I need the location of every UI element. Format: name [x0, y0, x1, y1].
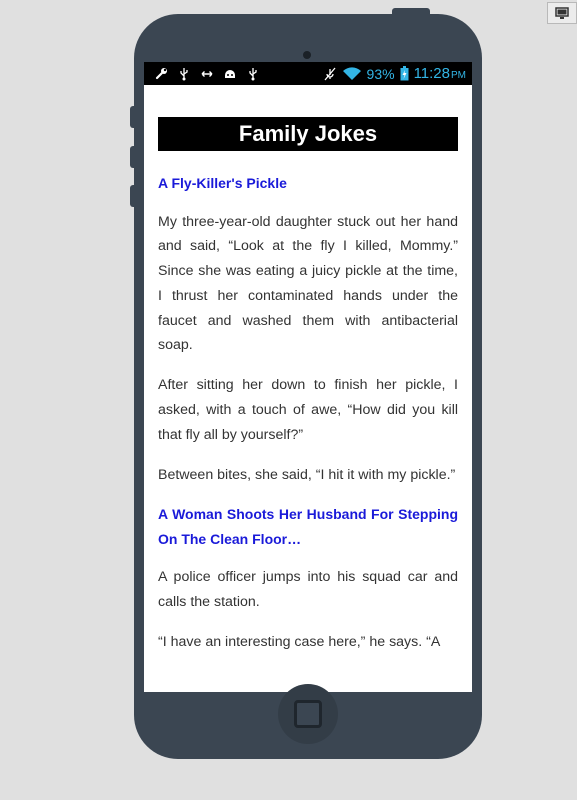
page-title: Family Jokes [158, 117, 458, 151]
data-transfer-icon [200, 67, 214, 81]
usb-icon [177, 67, 191, 81]
joke-paragraph: After sitting her down to finish her pickle, I asked, with a touch of awe, “How did you kill that fly all by yourself?” [158, 377, 458, 443]
desktop-mode-button[interactable] [547, 2, 577, 24]
home-square-icon [294, 700, 322, 728]
monitor-icon [555, 7, 569, 20]
joke-paragraph: My three-year-old daughter stuck out her hand and said, “Look at the fly I killed, Mommy.” Since she was eating a juicy pickle at the time, I thrust her contaminated hands under the faucet and washed them with antibacterial soap. [158, 213, 458, 354]
mute-icon [323, 67, 337, 81]
android-icon [223, 67, 237, 81]
article-content [144, 85, 472, 655]
usb-icon [246, 67, 260, 81]
joke-paragraph: Between bites, she said, “I hit it with my pickle.” [158, 466, 456, 483]
joke-title-link[interactable]: A Woman Shoots Her Husband For Stepping On The Clean Floor… [158, 506, 458, 547]
home-button[interactable] [278, 684, 338, 744]
clock: 11:28PM [413, 65, 466, 82]
status-bar [144, 62, 472, 85]
joke-paragraph: A police officer jumps into his squad car and calls the station. [158, 569, 458, 611]
wrench-icon [154, 67, 168, 81]
battery-charging-icon [400, 67, 409, 81]
phone-screen [144, 62, 472, 692]
joke-paragraph: “I have an interesting case here,” he says. “A [158, 634, 441, 651]
joke-title-link[interactable]: A Fly-Killer's Pickle [158, 175, 287, 191]
wifi-icon [342, 67, 362, 81]
front-camera [303, 51, 311, 59]
battery-percent: 93% [366, 65, 395, 82]
